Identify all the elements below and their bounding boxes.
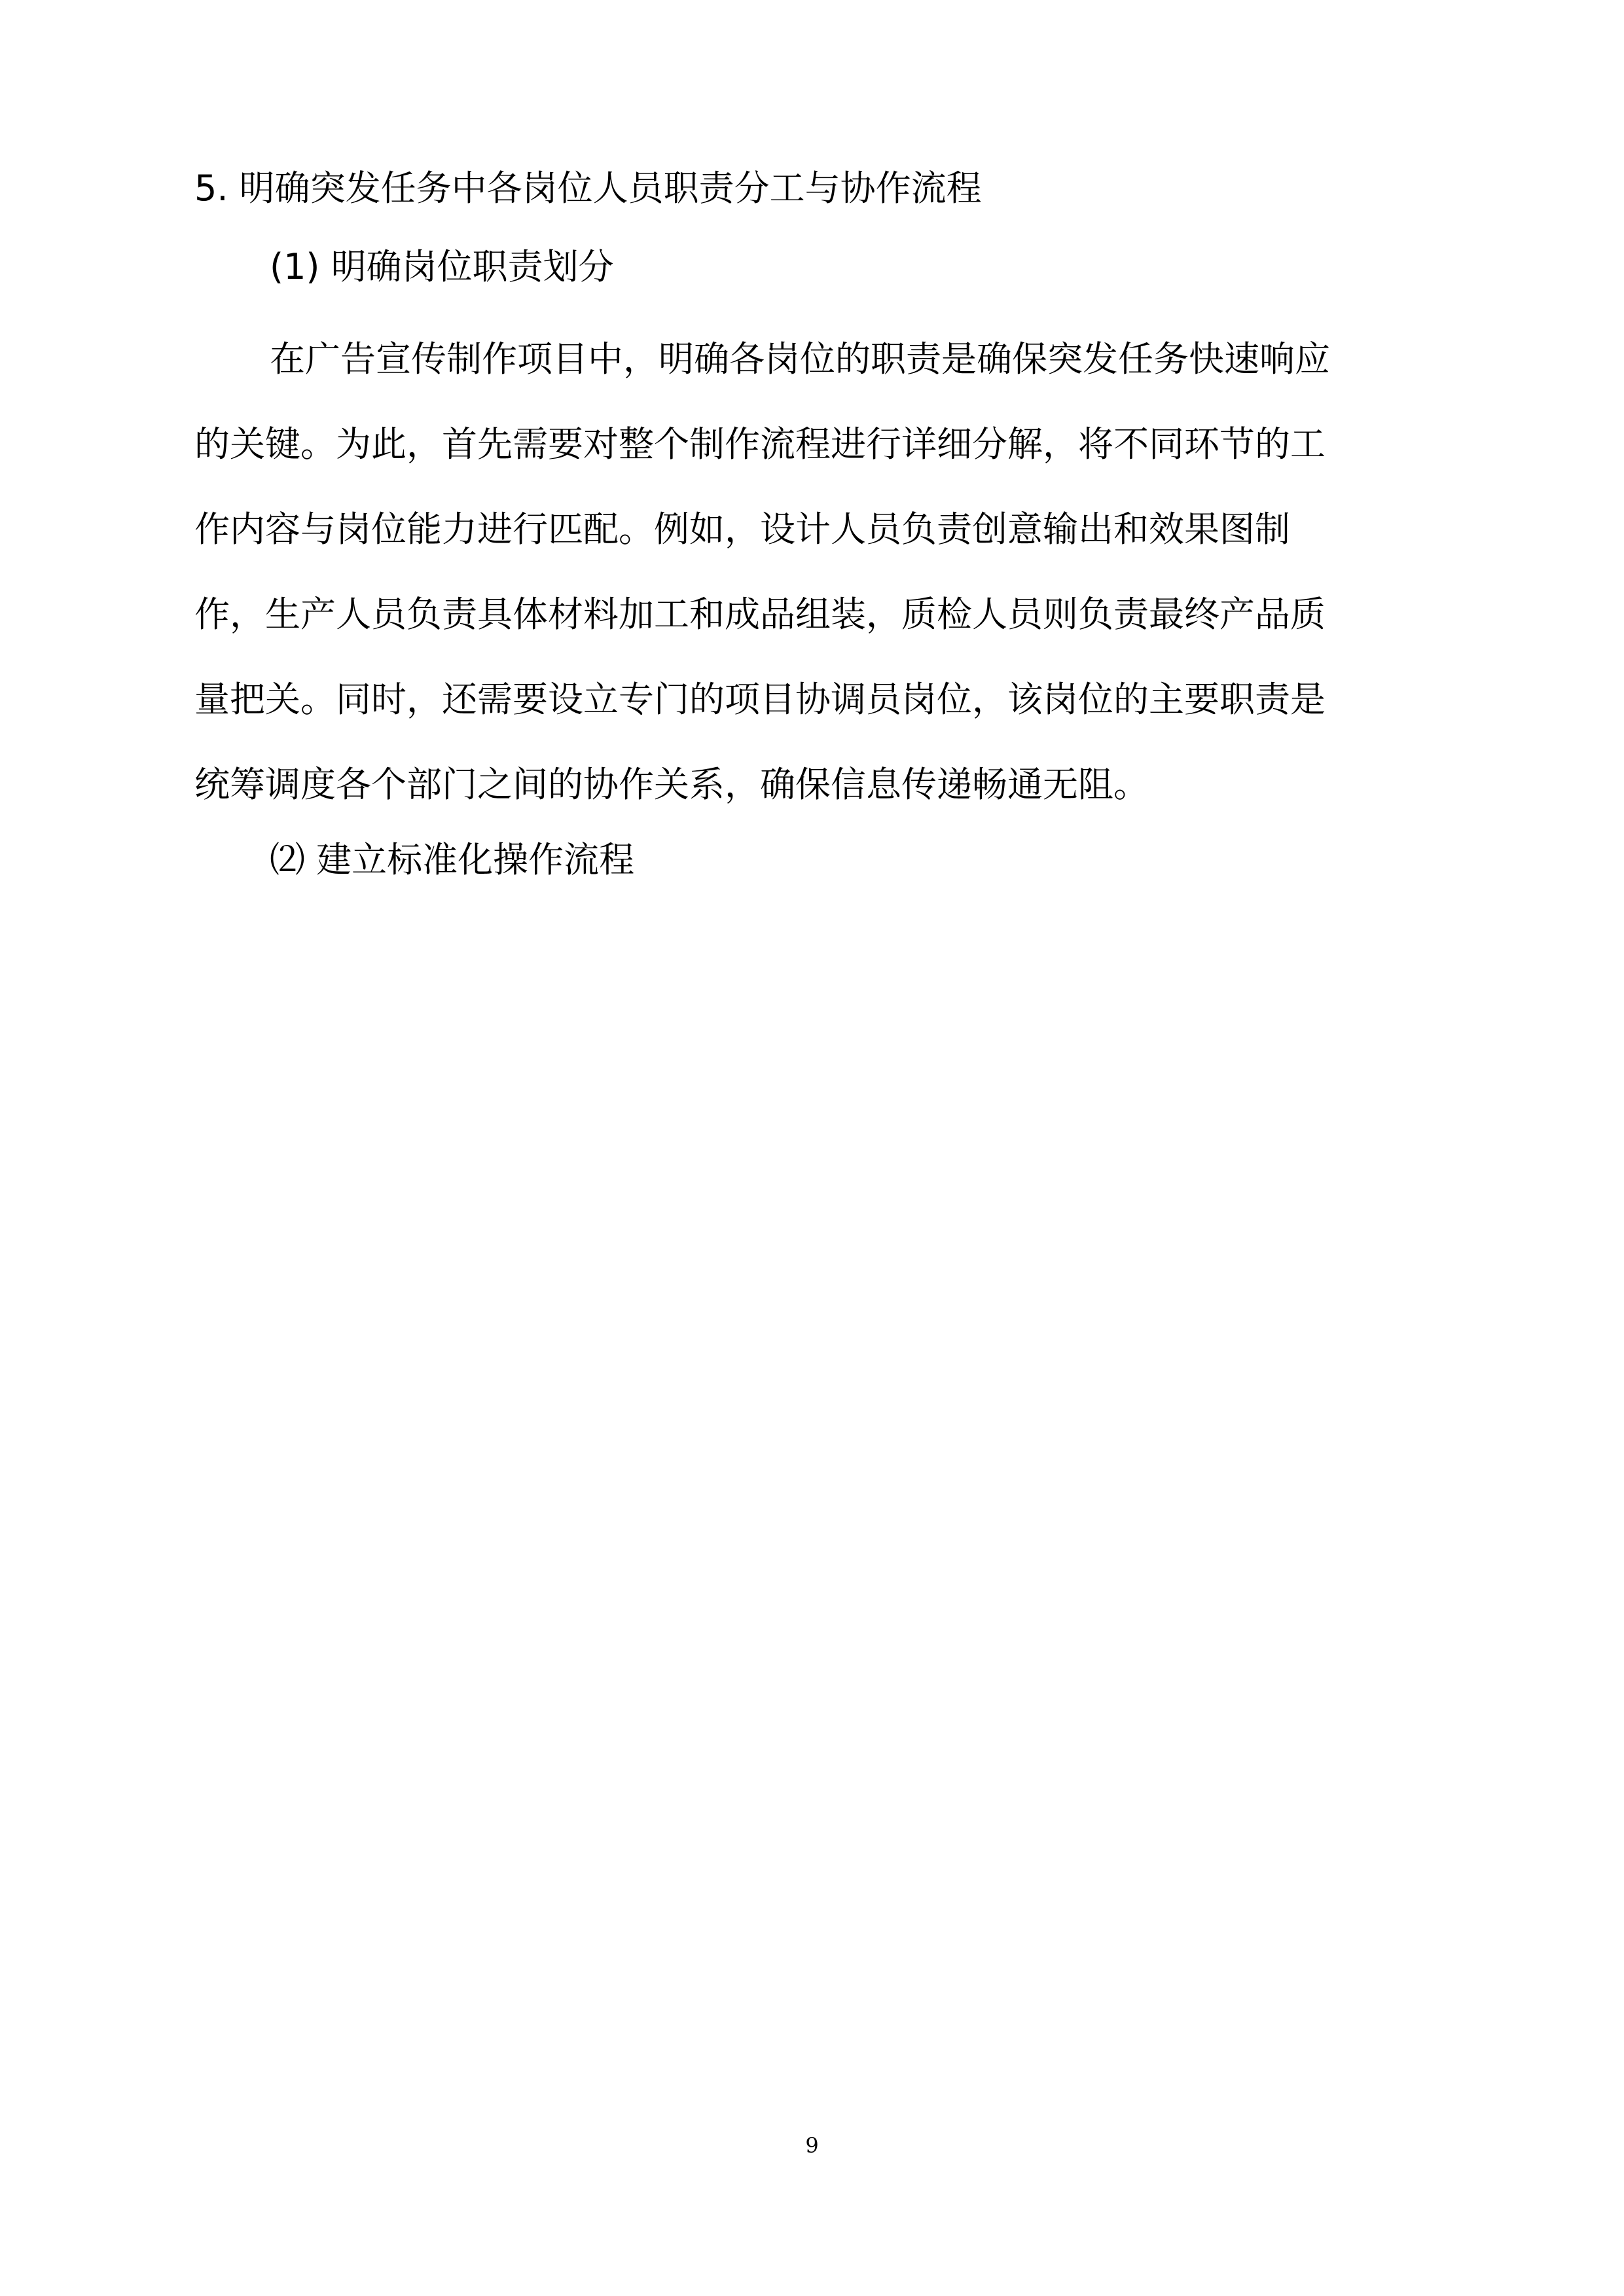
section-heading: 5. 明确突发任务中各岗位人员职责分工与协作流程 — [194, 168, 982, 209]
paragraph-line: 作内容与岗位能力进行匹配。例如，设计人员负责创意输出和效果图制 — [194, 509, 1290, 550]
subsection-heading-2: ⑵ 建立标准化操作流程 — [270, 839, 635, 880]
paragraph-line: 统筹调度各个部门之间的协作关系，确保信息传递畅通无阻。 — [194, 764, 1149, 805]
paragraph-line: 在广告宣传制作项目中，明确各岗位的职责是确保突发任务快速响应 — [270, 338, 1330, 380]
page-number: 9 — [805, 2133, 819, 2158]
paragraph-line: 的关键。为此，首先需要对整个制作流程进行详细分解，将不同环节的工 — [194, 423, 1326, 465]
subsection-heading-1: (1) 明确岗位职责划分 — [270, 246, 614, 287]
paragraph-line: 作，生产人员负责具体材料加工和成品组装，质检人员则负责最终产品质 — [194, 594, 1326, 635]
body-paragraph — [194, 317, 1425, 827]
paragraph-line: 量把关。同时，还需要设立专门的项目协调员岗位，该岗位的主要职责是 — [194, 679, 1326, 720]
